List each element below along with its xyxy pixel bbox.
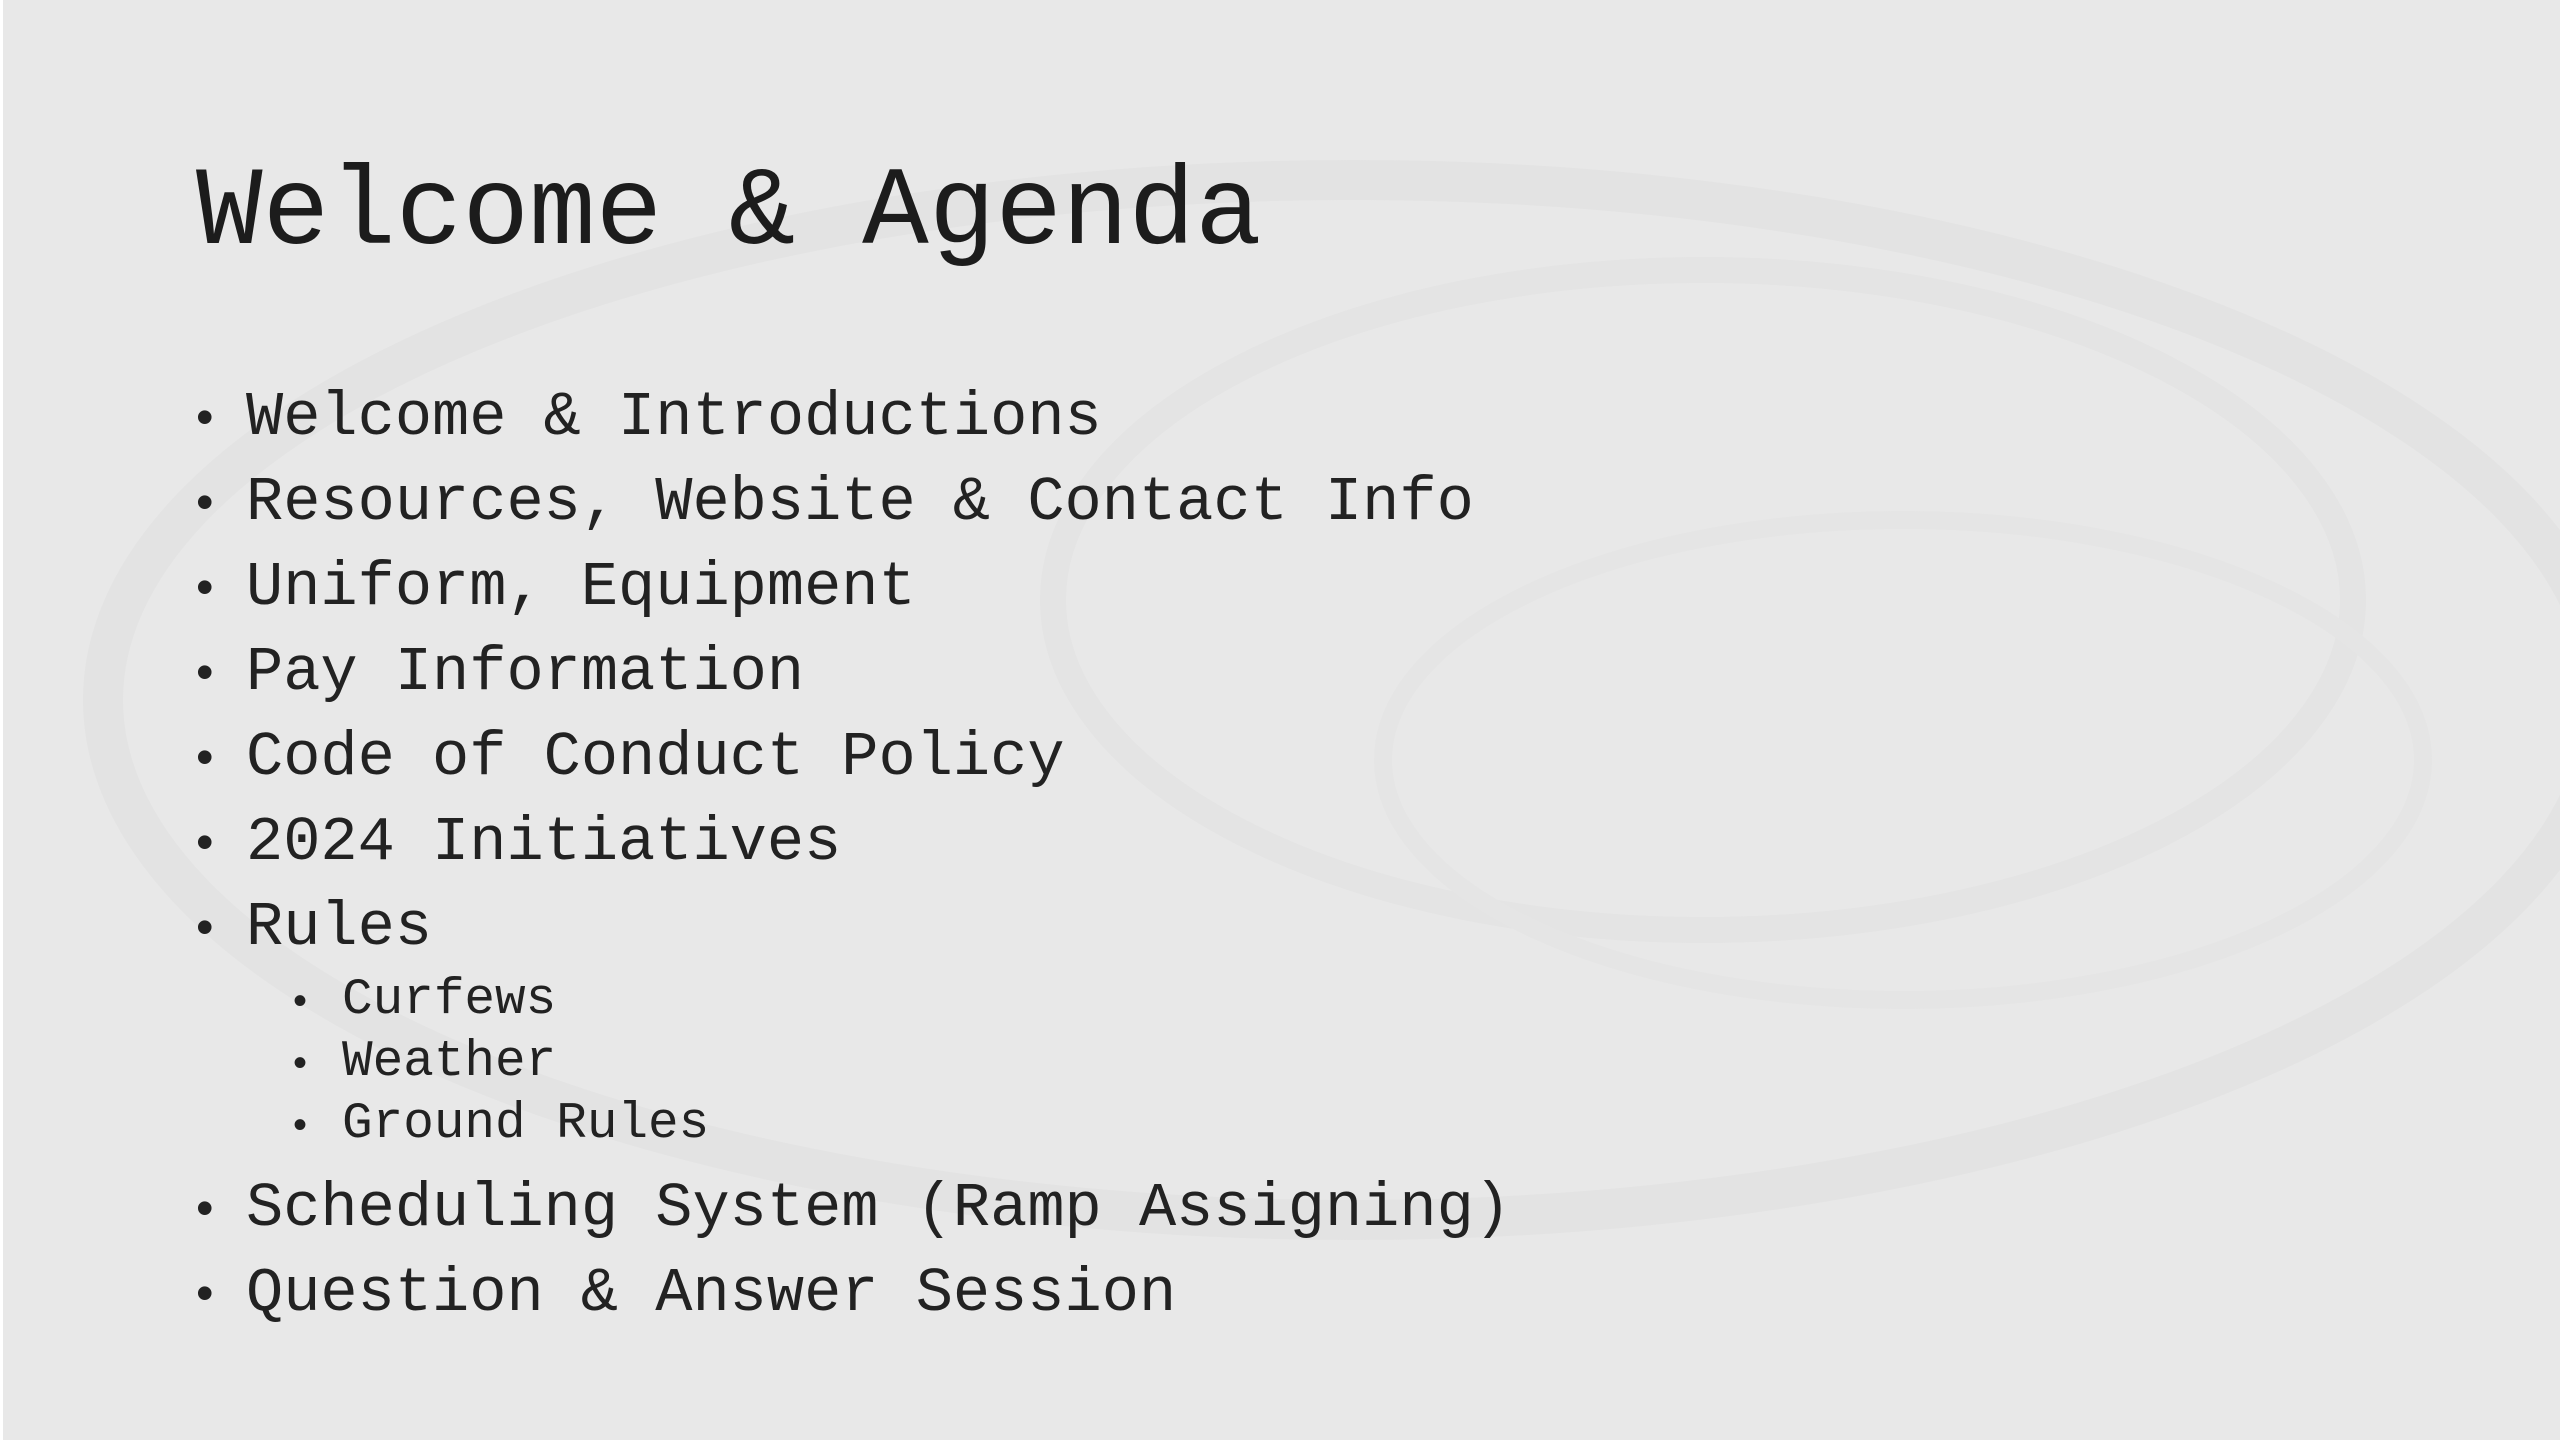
agenda-item [196,1166,1511,1251]
agenda-item-label: Pay Information [246,637,805,708]
bullet-icon: • [196,729,214,785]
agenda-item [196,375,1511,460]
bullet-icon: • [196,1265,214,1321]
sub-bullet-icon: • [293,1103,308,1147]
agenda-item-label: Resources, Website & Contact Info [246,467,1474,538]
rules-sub-list [196,970,1511,1156]
agenda-item-label: Code of Conduct Policy [246,722,1065,793]
agenda-item-label: 2024 Initiatives [246,807,842,878]
sub-bullet-icon: • [293,979,308,1023]
agenda-item [196,800,1511,885]
agenda-item [196,715,1511,800]
bullet-icon: • [196,559,214,615]
sub-item-label: Weather [342,1034,557,1091]
sub-bullet-icon: • [293,1041,308,1085]
agenda-item [196,630,1511,715]
agenda-item [196,460,1511,545]
sub-item-label: Ground Rules [342,1096,710,1153]
sub-item-label: Curfews [342,972,557,1029]
bullet-icon: • [196,1180,214,1236]
agenda-item-label: Welcome & Introductions [246,382,1102,453]
sub-list-item [196,1032,1511,1094]
bullet-icon: • [196,814,214,870]
sub-list-item [196,1094,1511,1156]
agenda-list [196,375,1511,1336]
agenda-item [196,545,1511,630]
slide [3,0,2560,1440]
slide-title: Welcome & Agenda [196,152,1262,277]
agenda-item-label: Question & Answer Session [246,1258,1177,1329]
agenda-item [196,1251,1511,1336]
agenda-item-label: Uniform, Equipment [246,552,916,623]
agenda-item-rules [196,885,1511,970]
bullet-icon: • [196,474,214,530]
agenda-item-label: Scheduling System (Ramp Assigning) [246,1173,1512,1244]
bullet-icon: • [196,644,214,700]
agenda-item-label: Rules [246,892,433,963]
bullet-icon: • [196,389,214,445]
sub-list-container [196,970,1511,1156]
sub-list-item [196,970,1511,1032]
bullet-icon: • [196,899,214,955]
